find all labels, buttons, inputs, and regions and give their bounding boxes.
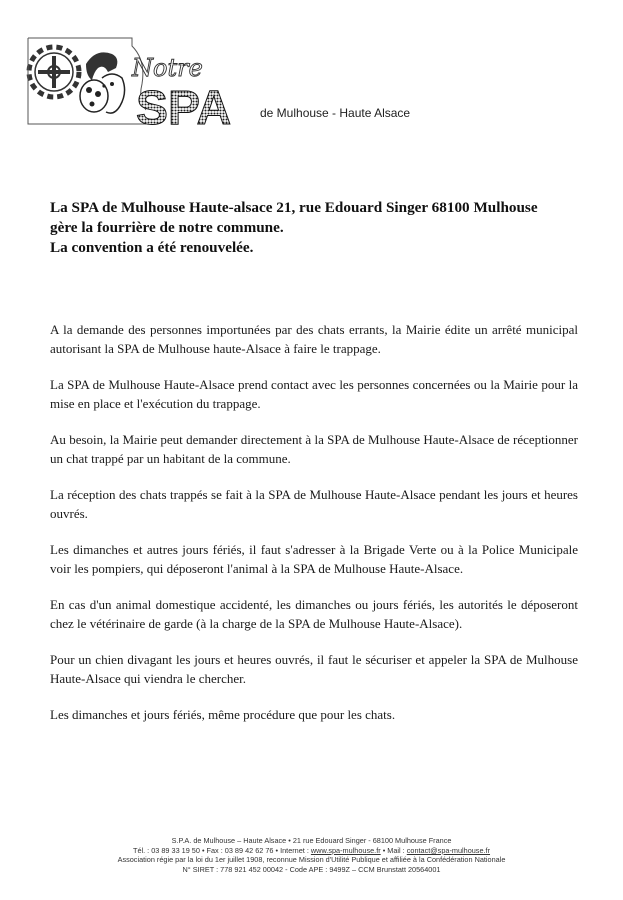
footer-contact [40,846,583,856]
paragraph: A la demande des personnes importunées par des chats errants, la Mairie édite un arrêté municipal autorisant la SPA de Mulhouse haute-Alsace à faire le trappage. [50,322,578,356]
letterhead [24,34,604,134]
paragraph: Les dimanches et jours fériés, même procédure que pour les chats. [50,707,396,722]
footer-phone-fax: Tél. : 03 89 33 19 50 • Fax : 03 89 42 62 76 • Internet : [132,845,311,855]
website-link[interactable]: www.spa-mulhouse.fr [310,845,381,855]
document-footer [40,836,583,874]
footer-legal: Association régie par la loi du 1er juillet 1908, reconnue Mission d'Utilité Publique et affiliée à la Confédération Nationale [117,855,506,865]
paragraph: La SPA de Mulhouse Haute-Alsace prend contact avec les personnes concernées ou la Mairie pour la mise en place et l'exécution du trappage. [50,377,578,411]
cogwheel-icon [29,47,79,97]
document-title [50,198,590,258]
title-line: La SPA de Mulhouse Haute-alsace 21, rue Edouard Singer 68100 Mulhouse [50,199,538,216]
footer-mail-label: • Mail : [380,845,407,855]
animals-illustration [80,52,125,113]
document-body [50,320,578,741]
logo-text: SPA [136,82,232,130]
spa-logo [24,34,234,130]
title-line: gère la fourrière de notre commune. [50,219,284,236]
title-line: La convention a été renouvelée. [50,239,254,256]
footer-siret: N° SIRET : 778 921 452 00042 - Code APE : 9499Z – CCM Brunstatt 20564001 [182,864,441,874]
paragraph: La réception des chats trappés se fait à la SPA de Mulhouse Haute-Alsace pendant les jours et heures ouvrés. [50,487,578,521]
paragraph: Pour un chien divagant les jours et heures ouvrés, il faut le sécuriser et appeler la SPA de Mulhouse Haute-Alsace qui viendra le chercher. [50,652,578,686]
email-link[interactable]: contact@spa-mulhouse.fr [406,845,491,855]
paragraph: En cas d'un animal domestique accidenté, les dimanches ou jours fériés, les autorités le déposeront chez le vétérinaire de garde (à la charge de la SPA de Mulhouse Haute-Alsace). [50,597,578,631]
paragraph: Au besoin, la Mairie peut demander directement à la SPA de Mulhouse Haute-Alsace de réceptionner un chat trappé par un habitant de la commune. [50,432,578,466]
paragraph: Les dimanches et autres jours fériés, il faut s'adresser à la Brigade Verte ou à la Police Municipale voir les pompiers, qui déposeront l'animal à la SPA de Mulhouse Haute-Alsace. [50,542,578,576]
logo-script: Notre [132,54,203,82]
footer-address: S.P.A. de Mulhouse – Haute Alsace • 21 rue Edouard Singer - 68100 Mulhouse France [171,836,452,845]
letterhead-tagline: de Mulhouse - Haute Alsace [260,106,411,120]
